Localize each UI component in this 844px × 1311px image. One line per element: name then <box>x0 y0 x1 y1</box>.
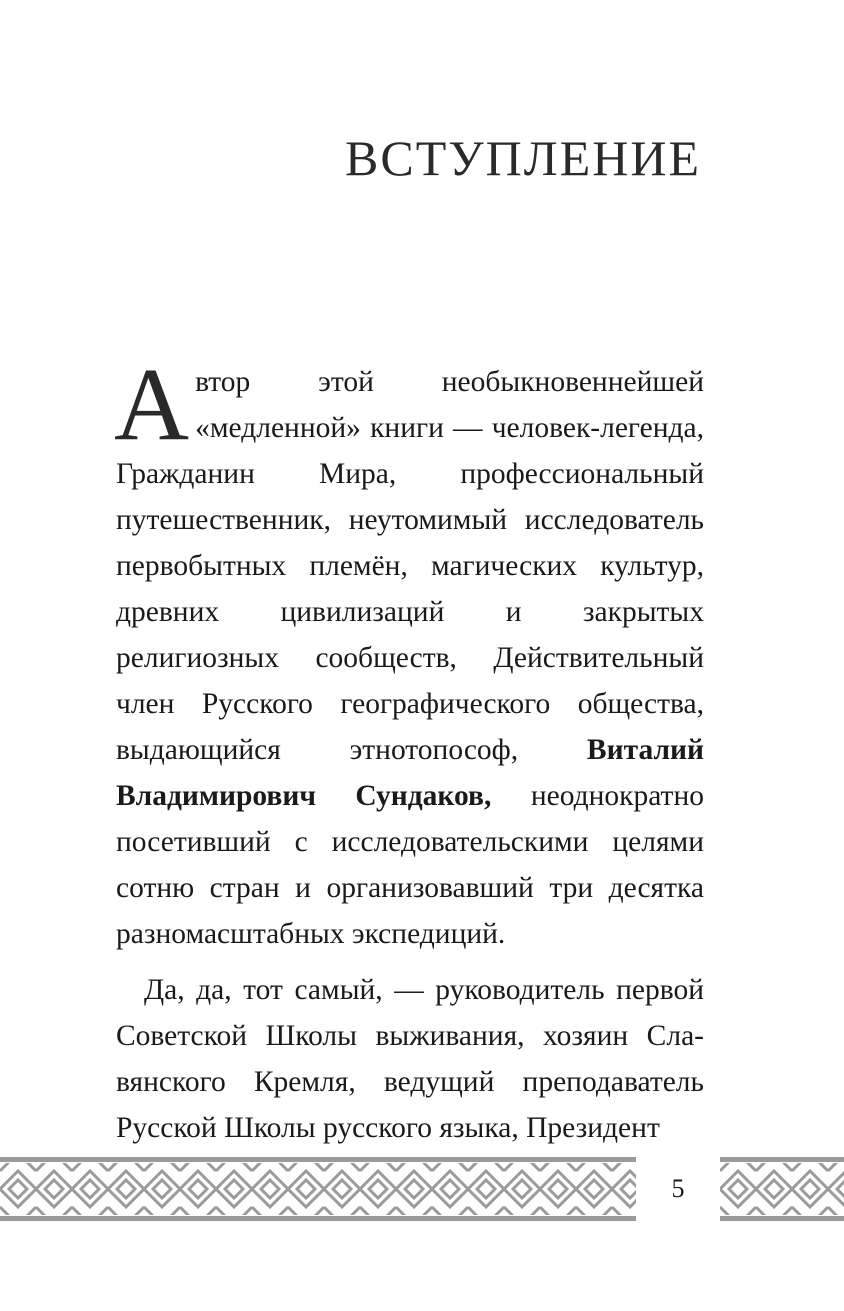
body-text <box>114 347 704 1151</box>
author-name: Виталий Владимирович Сундаков, <box>116 734 704 812</box>
footer-ornament-left <box>0 1154 636 1224</box>
page-number: 5 <box>671 1174 685 1203</box>
paragraph-1 <box>114 347 704 957</box>
paragraph-2: Да, да, тот самый, — руководитель первой Советской Школы выживания, хозяин Славянского Кремля, ведущий преподаватель Русской Школы русского языка, Президент <box>116 974 704 1144</box>
drop-cap: А <box>114 347 190 462</box>
paragraph-1-text-start: втор этой необыкновеннейшей «медленной» книги — человек-легенда, Гражданин Мира, профессиональный путешественник, неутомимый исследователь первобытных племён, магических культур, древних цивилизаций и закрытых религиозных сообществ, Действительный член Русского географического общества, выдающийся этнотопософ, <box>116 366 704 766</box>
footer-ornament-right <box>720 1154 844 1224</box>
paragraph-1-text-end: неоднократно посетивший с исследовательскими целями сотню стран и организовавший три десятка разномасштабных экспедиций. <box>116 780 704 950</box>
chapter-title: ВСТУПЛЕНИЕ <box>345 130 701 186</box>
